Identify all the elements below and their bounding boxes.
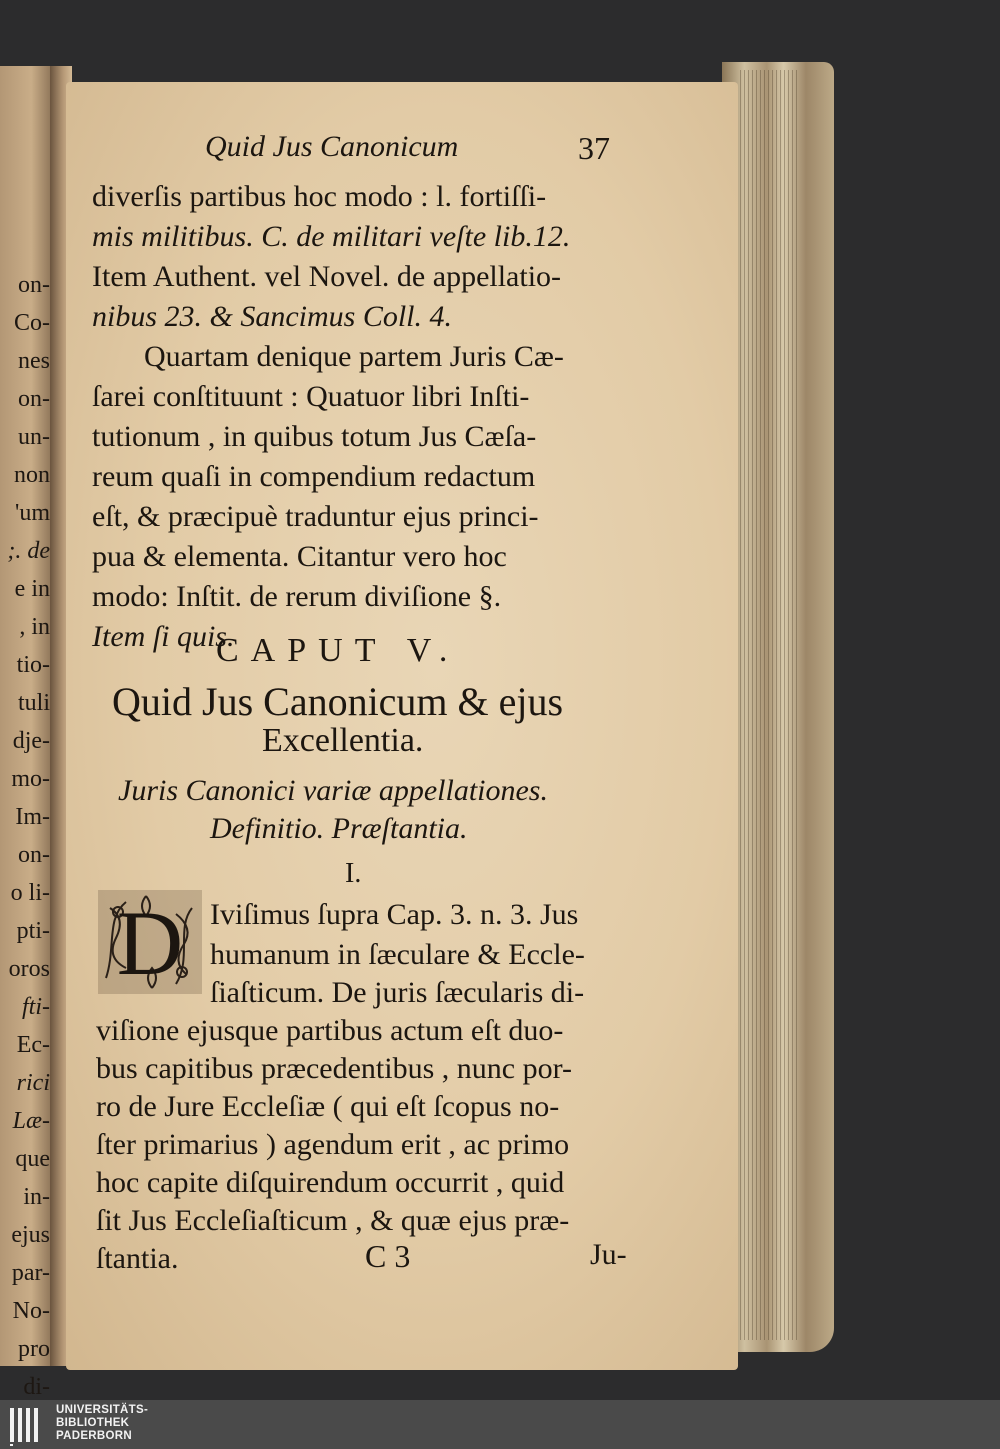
chapter-title: Quid Jus Canonicum & ejus — [112, 679, 564, 724]
chapter-subtitle: Juris Canonici variæ appellationes. — [118, 774, 548, 807]
library-footer-bar — [0, 1400, 1000, 1449]
text-line: ſarei conſtituunt : Quatuor libri Inſti- — [92, 380, 530, 413]
library-name-line: UNIVERSITÄTS- — [56, 1404, 149, 1416]
previous-page-fragment: Im- — [15, 804, 50, 830]
previous-page-fragment: e in — [14, 576, 50, 602]
previous-page-fragment: di- — [23, 1374, 50, 1400]
previous-page-fragment: tuli — [17, 690, 50, 716]
previous-page — [0, 66, 52, 1400]
previous-page-fragment: ;. de — [7, 538, 50, 564]
library-logo-icon — [8, 1404, 48, 1446]
previous-page-fragment: non — [14, 462, 50, 488]
previous-page-fragment: on- — [18, 272, 50, 298]
text-line: mis militibus. C. de militari veſte lib.12. — [92, 220, 571, 253]
previous-page-fragment: , in — [19, 614, 50, 640]
text-line: ſter primarius ) agendum erit , ac primo — [96, 1128, 570, 1161]
text-line: hoc capite diſquirendum occurrit , quid — [96, 1166, 565, 1199]
previous-page-fragment: fti- — [22, 994, 50, 1020]
text-line: Item Authent. vel Novel. de appellatio- — [92, 260, 562, 293]
signature-mark: C 3 — [365, 1238, 411, 1274]
text-line: Iviſimus ſupra Cap. 3. n. 3. Jus — [210, 898, 579, 931]
previous-page-fragment: No- — [12, 1298, 50, 1324]
previous-page-fragment: tio- — [16, 652, 50, 678]
previous-page-fragment: pro — [18, 1336, 50, 1362]
previous-page-fragment: oros — [8, 956, 50, 982]
page-edge-lines — [740, 70, 800, 1340]
text-line: ſit Jus Eccleſiaſticum , & quæ ejus præ- — [96, 1204, 570, 1237]
text-line: diverſis partibus hoc modo : l. fortiſſi- — [92, 180, 547, 213]
previous-page-fragment: on- — [18, 386, 50, 412]
text-line: Item ſi quis. — [92, 620, 235, 653]
initial-letter: D — [116, 892, 184, 994]
previous-page-fragment: mo- — [11, 766, 50, 792]
previous-page-fragment: nes — [18, 348, 50, 374]
library-name-line: PADERBORN — [56, 1430, 132, 1442]
text-line: reum quaſi in compendium redactum — [92, 460, 536, 493]
text-line: ſiaſticum. De juris ſæcularis di- — [210, 976, 585, 1009]
previous-page-text-fragments — [0, 266, 52, 1400]
previous-page-fragment: que — [15, 1146, 50, 1172]
previous-page-fragment: ejus — [11, 1222, 50, 1248]
decorated-initial-letter-icon — [96, 888, 204, 996]
text-line: tutionum , in quibus totum Jus Cæſa- — [92, 420, 537, 453]
section-number: I. — [345, 858, 362, 889]
chapter-subtitle-continued: Definitio. Præſtantia. — [210, 812, 468, 845]
previous-page-fragment: Co- — [14, 310, 50, 336]
text-line: pua & elementa. Citantur vero hoc — [92, 540, 507, 573]
library-name — [56, 1404, 148, 1443]
previous-page-fragment: par- — [11, 1260, 50, 1286]
text-line: ro de Jure Eccleſiæ ( qui eſt ſcopus no- — [96, 1090, 560, 1123]
library-name-line: BIBLIOTHEK — [56, 1417, 130, 1429]
previous-page-fragment: un- — [18, 424, 50, 450]
running-head: Quid Jus Canonicum — [205, 130, 459, 163]
previous-page-fragment: rici — [16, 1070, 50, 1096]
previous-page-fragment: 'um — [15, 500, 50, 526]
previous-page-fragment: o li- — [10, 880, 50, 906]
text-line: Quartam denique partem Juris Cæ- — [144, 340, 564, 373]
previous-page-fragment: Læ- — [12, 1108, 50, 1134]
chapter-title-continued: Excellentia. — [262, 722, 424, 759]
text-line: bus capitibus præcedentibus , nunc por- — [96, 1052, 572, 1085]
previous-page-fragment: dje- — [12, 728, 50, 754]
previous-page-fragment: in- — [23, 1184, 50, 1210]
text-line: eſt, & præcipuè traduntur ejus princi- — [92, 500, 539, 533]
previous-page-fragment: Ec- — [16, 1032, 50, 1058]
previous-page-fragment: on- — [18, 842, 50, 868]
page-number: 37 — [578, 130, 610, 166]
chapter-heading: CAPUT V. — [216, 632, 460, 669]
text-line: nibus 23. & Sancimus Coll. 4. — [92, 300, 453, 333]
previous-page-fragment: pti- — [16, 918, 50, 944]
catchword: Ju- — [590, 1238, 627, 1271]
text-line: viſione ejusque partibus actum eſt duo- — [96, 1014, 564, 1047]
text-line: humanum in ſæculare & Eccle- — [210, 938, 585, 971]
text-line: modo: Inſtit. de rerum diviſione §. — [92, 580, 502, 613]
text-line: ſtantia. — [96, 1242, 179, 1275]
